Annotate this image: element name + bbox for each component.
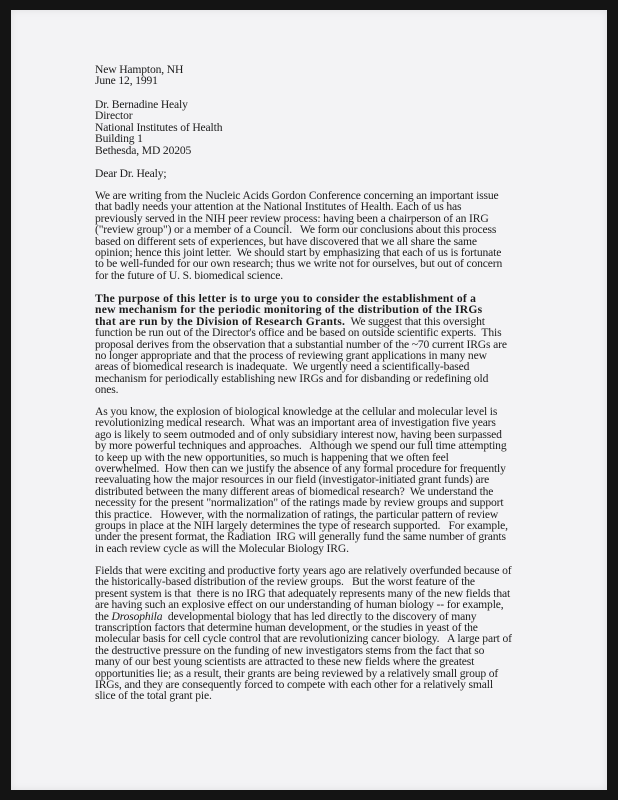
paragraph-4 xyxy=(95,565,512,702)
recipient-address xyxy=(95,99,222,156)
text-line: molecular basis for cell cycle control that are revolutionizing cancer biology. A large part of xyxy=(95,632,512,646)
place: New Hampton, NH xyxy=(95,63,184,76)
text-line: under the present format, the Radiation IRG will generally fund the same number of grants xyxy=(95,530,506,544)
text-line: groups in place at the NIH largely determines the type of research supported. For example, xyxy=(95,519,508,533)
text-line: ones. xyxy=(95,383,119,397)
text-line: transcription factors that determine human development, or the studies in yeast of the xyxy=(95,621,478,635)
bold-line: that are run by the Division of Research Grants. xyxy=(95,314,346,328)
paragraph-2 xyxy=(95,293,507,396)
text-line: As you know, the explosion of biological knowledge at the cellular and molecular level is xyxy=(95,405,498,418)
text-line: areas of biomedical research is inadequate. We urgently need a scientifically-based xyxy=(95,360,470,374)
text-line: based on different sets of experiences, but have discovered that we all share the same xyxy=(95,234,477,248)
text-line: previously served in the NIH peer review process: having been a chairperson of an IRG xyxy=(95,211,489,225)
text-line: that badly needs your attention at the National Institutes of Health. Each of us has xyxy=(95,200,462,214)
letter-page xyxy=(11,10,607,790)
text-line: distributed between the many different areas of biomedical research? We understand the xyxy=(95,484,494,498)
text-line: reevaluating how the major resources in our field (investigator-initiated grant funds) are xyxy=(95,473,490,487)
text-line: by more powerful techniques and approaches. Although we spend our full time attempting xyxy=(95,439,507,453)
text: developmental biology that has led directly to the discovery of many xyxy=(162,609,477,623)
paragraph-1 xyxy=(95,190,502,281)
text-line: Fields that were exciting and productive forty years ago are relatively overfunded because of xyxy=(95,564,512,577)
text-line: many of our best young scientists are attracted to these new fields where the greatest xyxy=(95,655,475,669)
text-line: this practice. However, with the normalization of ratings, the particular pattern of review xyxy=(95,507,499,521)
date: June 12, 1991 xyxy=(95,74,158,88)
bold-line: The purpose of this letter is to urge you to consider the establishment of a xyxy=(95,292,477,305)
recipient-line: National Institutes of Health xyxy=(95,120,223,134)
text-line: IRGs, and they are consequently forced to compete with each other for a relatively small xyxy=(95,678,493,692)
text-line: the destructive pressure on the funding of new investigators stems from the fact that so xyxy=(95,643,485,657)
recipient-line: Bethesda, MD 20205 xyxy=(95,143,192,157)
text-line: overwhelmed. How then can we justify the absence of any formal procedure for frequently xyxy=(95,462,506,476)
text-line: present system is that there is no IRG that adequately represents many of the new fields that xyxy=(95,586,511,600)
text-line: to be well-funded for our own research; thus we write not for ourselves, but out of concern xyxy=(95,257,503,271)
sender-header xyxy=(95,64,183,87)
text-line: in each review cycle as will the Molecular Biology IRG. xyxy=(95,541,349,555)
line-tail: We suggest that this oversight xyxy=(345,314,485,328)
text-line: proposal derives from the observation that a substantial number of the ~70 current IRGs are xyxy=(95,337,507,351)
text-line: the historically-based distribution of the review groups. But the worst feature of the xyxy=(95,575,475,589)
recipient-line: Building 1 xyxy=(95,132,143,146)
text-line: opportunities lie; as a result, their grants are being reviewed by a relatively small group of xyxy=(95,666,499,680)
recipient-line: Dr. Bernadine Healy xyxy=(95,98,188,111)
italic-word: Drosophila xyxy=(111,609,163,623)
text-line: no longer appropriate and that the process of reviewing grant applications in many new xyxy=(95,349,487,363)
text-line: opinion; hence this joint letter. We should start by emphasizing that each of us is fortunate xyxy=(95,246,502,260)
recipient-line: Director xyxy=(95,109,133,123)
text-line: function be run out of the Director's office and be based on outside scientific experts. This xyxy=(95,326,502,340)
text-line: are having such an explosive effect on our understanding of human biology -- for example, xyxy=(95,598,504,612)
text-line: necessity for the present "normalization" of the ratings made by review groups and support xyxy=(95,496,504,510)
salutation xyxy=(95,168,166,179)
text-line: to keep up with the new opportunities, so much is happening that we often feel xyxy=(95,450,449,464)
text-line: ago is likely to seem outmoded and of only subsidiary interest now, having been surpassed xyxy=(95,427,502,441)
text-line: for the future of U. S. biomedical science. xyxy=(95,268,284,282)
text-line: mechanism for periodically establishing new IRGs and for disbanding or redefining old xyxy=(95,371,489,385)
text: the xyxy=(95,609,112,623)
text-line: ("review group") or a member of a Council. We form our conclusions about this process xyxy=(95,223,497,237)
text-line: revolutionizing medical research. What was an important area of investigation five years xyxy=(95,416,496,430)
text-line: slice of the total grant pie. xyxy=(95,689,212,703)
salutation-text: Dear Dr. Healy; xyxy=(95,167,167,180)
paragraph-3 xyxy=(95,406,508,554)
text-line: We are writing from the Nucleic Acids Gordon Conference concerning an important issue xyxy=(95,189,499,202)
bold-line: new mechanism for the periodic monitoring of the distribution of the IRGs xyxy=(95,303,483,317)
